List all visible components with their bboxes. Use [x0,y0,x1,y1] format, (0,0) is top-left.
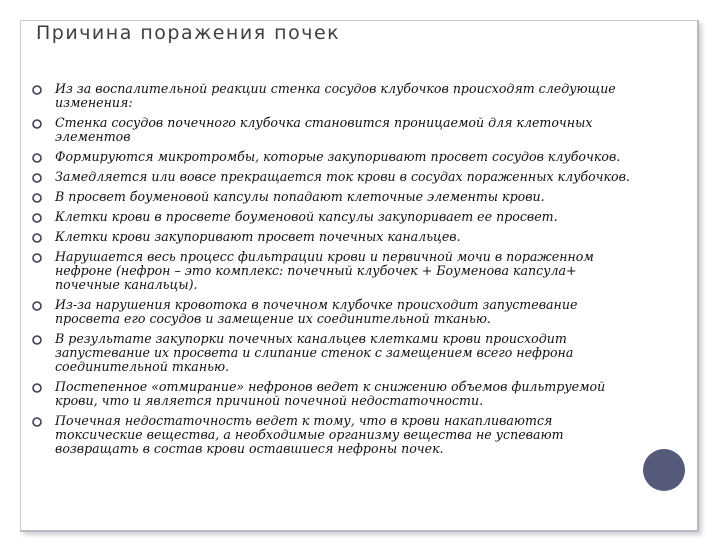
bullet-icon [30,151,44,165]
list-item [30,332,640,374]
bullet-list [30,82,640,462]
list-item [30,210,640,224]
bullet-icon [30,251,44,265]
list-item-text: Почечная недостаточность ведет к тому, что в крови накапливаются токсические вещества, а необходимые организму вещества не успевают возвращать в состав крови оставшиеся нефроны почек. [55,413,564,456]
bullet-icon [30,191,44,205]
list-item-text: Клетки крови закупоривают просвет почечных канальцев. [55,229,461,244]
list-item-text: В результате закупорки почечных канальцев клетками крови происходит запустевание их просвета и слипание стенок с замещением всего нефрона соединительной тканью. [55,331,574,374]
list-item [30,250,640,292]
bullet-icon [30,171,44,185]
bullet-icon [30,211,44,225]
list-item [30,150,640,164]
list-item-text: Из за воспалительной реакции стенка сосудов клубочков происходят следующие изменения: [55,81,616,110]
list-item [30,116,640,144]
list-item [30,230,640,244]
list-item [30,414,640,456]
list-item-text: Замедляется или вовсе прекращается ток крови в сосудах пораженных клубочков. [55,169,630,184]
list-item-text: Из-за нарушения кровотока в почечном клубочке происходит запустевание просвета его сосудов и замещение их соединительной тканью. [55,297,578,326]
list-item [30,380,640,408]
list-item-text: Постепенное «отмирание» нефронов ведет к снижению объемов фильтруемой крови, что и является причиной почечной недостаточности. [55,379,606,408]
bullet-icon [30,415,44,429]
slide-title: Причина поражения почек [36,22,341,44]
list-item-text: В просвет боуменовой капсулы попадают клеточные элементы крови. [55,189,545,204]
list-item-text: Клетки крови в просвете боуменовой капсулы закупоривает ее просвет. [55,209,558,224]
bullet-icon [30,299,44,313]
bullet-icon [30,333,44,347]
bullet-icon [30,83,44,97]
list-item [30,298,640,326]
bullet-icon [30,117,44,131]
list-item [30,190,640,204]
list-item [30,170,640,184]
list-item-text: Формируются микротромбы, которые закупоривают просвет сосудов клубочков. [55,149,621,164]
bullet-icon [30,381,44,395]
bullet-icon [30,231,44,245]
list-item-text: Стенка сосудов почечного клубочка становится проницаемой для клеточных элементов [55,115,593,144]
list-item [30,82,640,110]
list-item-text: Нарушается весь процесс фильтрации крови и первичной мочи в пораженном нефроне (нефрон – это комплекс: почечный клубочек + Боуменова капсула+ почечные канальцы). [55,249,594,292]
decorative-circle [643,449,685,491]
